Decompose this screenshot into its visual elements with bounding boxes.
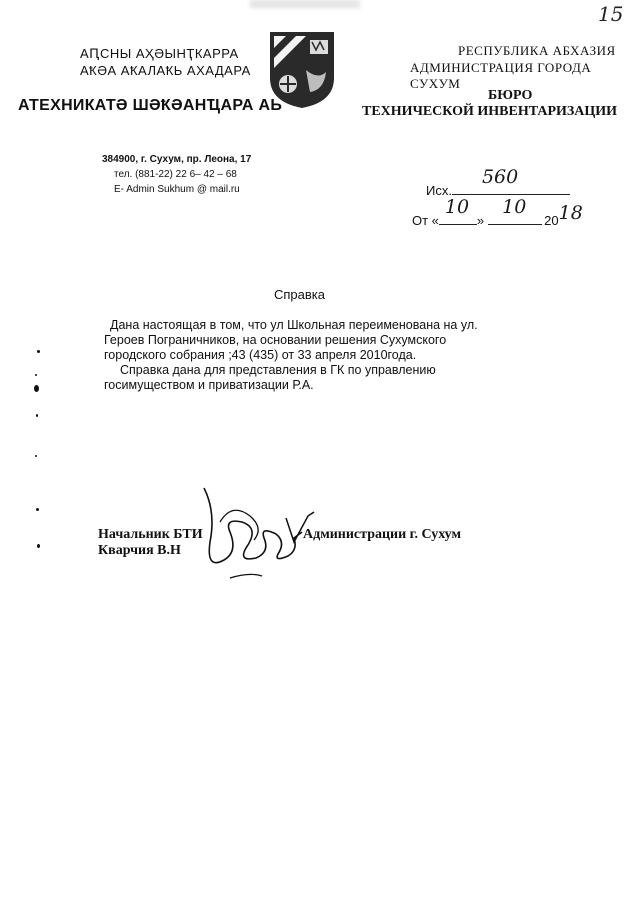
body-line: Героев Пограничников, на основании решения Сухумского (104, 333, 447, 347)
date-year-hand: 18 (558, 202, 583, 224)
outgoing-number: 560 (481, 166, 519, 188)
body-line: городского собрания ;43 (435) от 33 апреля 2010года. (104, 348, 417, 362)
date-day: 10 (444, 196, 470, 218)
scan-smudge (250, 0, 360, 8)
address-street: 384900, г. Сухум, пр. Леона, 17 (102, 154, 252, 165)
document-body (104, 318, 478, 393)
body-line: Дана настоящая в том, что ул Школьная переименована на ул. (110, 318, 478, 332)
header-left-line3: АТЕХНИКАТӘ ШӘҞӘАНҴАРА АЬ (18, 97, 283, 114)
date-mid: » (476, 213, 485, 228)
date-prefix: От « (412, 213, 439, 228)
bureau-line1: БЮРО (488, 88, 533, 103)
scan-speck (36, 414, 38, 417)
handwritten-signature (190, 482, 320, 582)
date-year-printed: 20 (544, 213, 559, 228)
body-line: Справка дана для представления в ГК по управлению (120, 363, 436, 377)
outgoing-label: Исх. (426, 183, 452, 198)
signatory-name: Кварчия В.Н (98, 543, 181, 558)
address-block (102, 152, 251, 197)
scan-speck (36, 508, 39, 511)
scan-speck (35, 455, 37, 457)
date-month: 10 (502, 196, 527, 218)
body-line: госимуществом и приватизации Р.А. (104, 378, 314, 392)
scan-speck (37, 544, 40, 548)
month-underline (488, 196, 542, 225)
scan-speck (35, 374, 37, 376)
administration-label: Администрации г. Сухум (303, 527, 462, 542)
bureau-line2: ТЕХНИЧЕСКОЙ ИНВЕНТАРИЗАЦИИ (362, 104, 618, 119)
day-underline (439, 196, 477, 225)
signatory-title: Начальник БТИ (98, 527, 203, 542)
address-phone: тел. (881-22) 22 6– 42 – 68 (114, 169, 237, 180)
header-left-line2: АҞӘА АҞАЛАҞЬ АХАДАРА (80, 63, 251, 78)
header-right-line2: АДМИНИСТРАЦИЯ ГОРОДА СУХУМ (410, 60, 592, 91)
outgoing-underline (452, 166, 570, 195)
page-number: 15 (598, 2, 624, 26)
scan-speck (34, 385, 39, 392)
header-right-line1: РЕСПУБЛИКА АБХАЗИЯ (458, 43, 616, 58)
city-emblem-icon (266, 30, 338, 110)
header-left-line1: АԤСНЫ АҲӘЫНҬКАРРА (80, 46, 239, 61)
address-email: E- Admin Sukhum @ mail.ru (114, 184, 240, 195)
scan-speck (37, 350, 40, 353)
date-row (412, 196, 583, 230)
outgoing-number-row (426, 166, 570, 198)
document-title: Справка (274, 287, 325, 302)
